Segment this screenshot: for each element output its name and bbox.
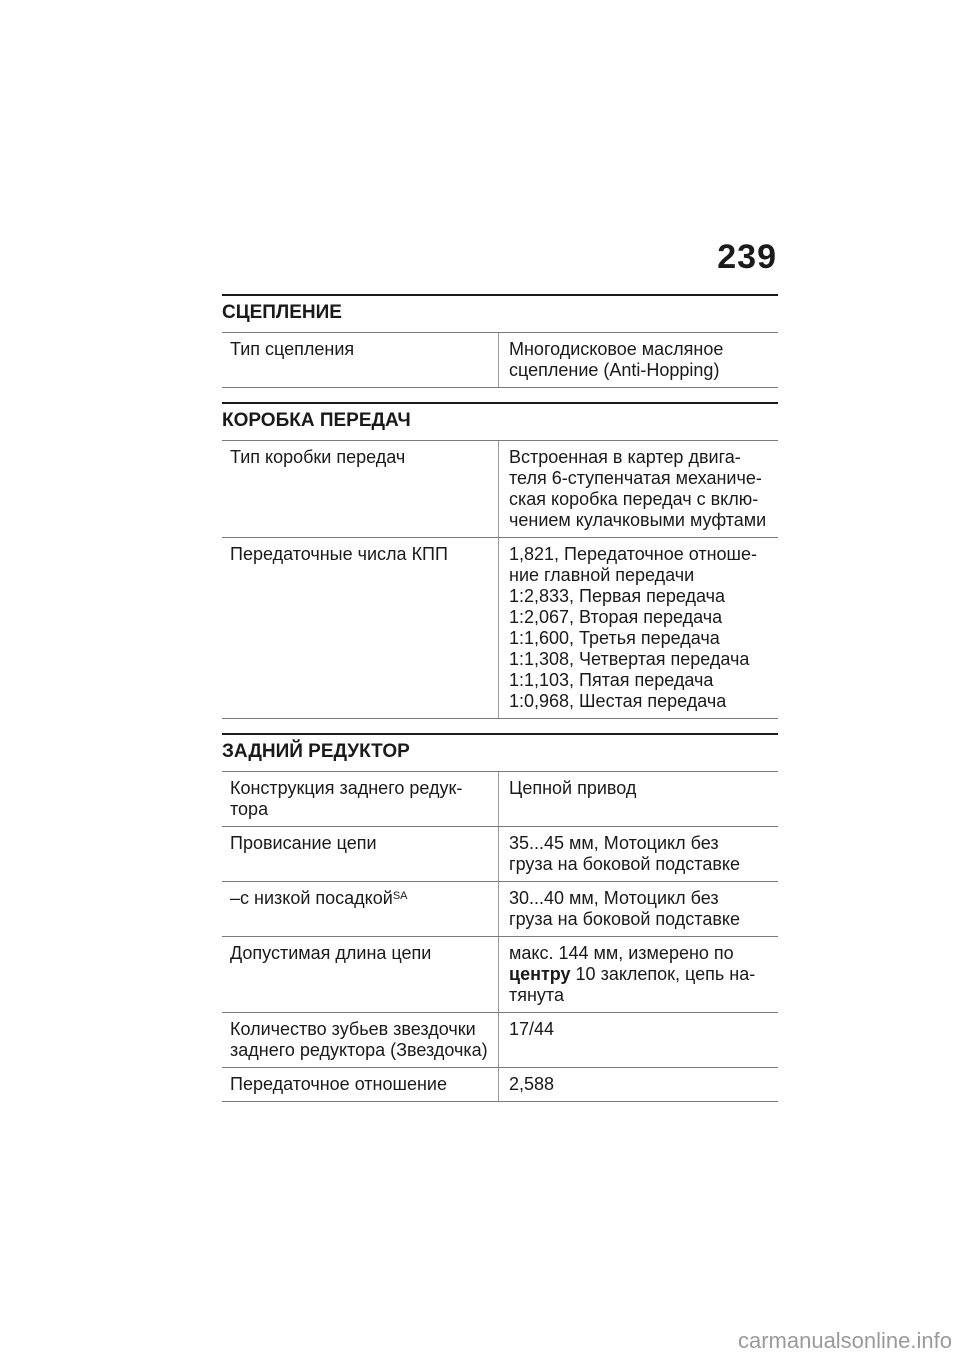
- row-value: [498, 538, 778, 718]
- label-line: Провисание цепи: [230, 833, 377, 853]
- value-text: 10 заклепок, цепь на-: [570, 964, 756, 984]
- row-value: [498, 772, 778, 826]
- value-line: ние главной передачи: [509, 565, 695, 585]
- table-clutch: [222, 332, 778, 388]
- section-title-clutch: СЦЕПЛЕНИЕ: [222, 294, 778, 332]
- table-row: [222, 1012, 778, 1067]
- section-rear-drive: [222, 733, 778, 1102]
- row-label: [222, 827, 498, 881]
- label-line: Конструкция заднего редук-: [230, 778, 463, 798]
- option-superscript: SA: [392, 890, 408, 902]
- table-row: [222, 332, 778, 388]
- row-value: [498, 937, 778, 1012]
- value-line: 1:1,103, Пятая передача: [509, 670, 714, 690]
- table-rear-drive: [222, 771, 778, 1102]
- table-row: [222, 936, 778, 1012]
- row-value: [498, 827, 778, 881]
- value-line: груза на боковой подставке: [509, 909, 740, 929]
- table-row: [222, 826, 778, 881]
- row-label: Передаточные числа КПП: [230, 544, 448, 564]
- value-line: 1:0,968, Шестая передача: [509, 691, 727, 711]
- value-line: чением кулачковыми муфтами: [509, 510, 767, 530]
- value-line: теля 6-ступенчатая механиче-: [509, 468, 762, 488]
- row-value: [498, 441, 778, 537]
- table-row: [222, 1067, 778, 1102]
- row-label: [222, 1068, 498, 1101]
- value-line: 1:2,067, Вторая передача: [509, 607, 723, 627]
- row-label: Тип коробки передач: [230, 447, 406, 467]
- value-line: макс. 144 мм, измерено по: [509, 943, 734, 963]
- label-line: Передаточное отношение: [230, 1074, 447, 1094]
- section-title-rear-drive: ЗАДНИЙ РЕДУКТОР: [222, 733, 778, 771]
- value-line: Многодисковое масляное: [509, 339, 724, 359]
- table-row: [222, 771, 778, 826]
- value-line: 35...45 мм, Мотоцикл без: [509, 833, 719, 853]
- section-gearbox: [222, 402, 778, 719]
- table-row: [222, 440, 778, 537]
- section-clutch: [222, 294, 778, 388]
- row-value: [498, 1068, 778, 1101]
- value-line: 1,821, Передаточное отноше-: [509, 544, 757, 564]
- table-gearbox: [222, 440, 778, 719]
- value-line: 1:1,308, Четвертая передача: [509, 649, 750, 669]
- value-line: ская коробка передач с вклю-: [509, 489, 759, 509]
- row-label: Тип сцепления: [230, 339, 355, 359]
- value-line: тянута: [509, 985, 564, 1005]
- value-line: 17/44: [509, 1019, 555, 1039]
- label-line: Количество зубьев звездочки: [230, 1019, 476, 1039]
- row-label: [222, 1013, 498, 1067]
- page-number: 239: [717, 238, 777, 276]
- row-label: [222, 882, 498, 936]
- value-line: груза на боковой подставке: [509, 854, 740, 874]
- value-bold: центру: [509, 964, 571, 984]
- label-line: заднего редуктора (Звездочка): [230, 1040, 488, 1060]
- watermark: carmanualsonline.info: [737, 1328, 952, 1353]
- row-value: [498, 1013, 778, 1067]
- section-title-gearbox: КОРОБКА ПЕРЕДАЧ: [222, 402, 778, 440]
- value-line: Цепной привод: [509, 778, 637, 798]
- value-line: [509, 964, 778, 985]
- label-line: Допустимая длина цепи: [230, 943, 432, 963]
- row-label: [222, 937, 498, 1012]
- value-line: Встроенная в картер двига-: [509, 447, 741, 467]
- row-label: [222, 772, 498, 826]
- value-line: 2,588: [509, 1074, 555, 1094]
- table-row: [222, 537, 778, 719]
- label-line: тора: [230, 799, 269, 819]
- value-line: сцепление (Anti-Hopping): [509, 360, 720, 380]
- value-line: 1:1,600, Третья передача: [509, 628, 720, 648]
- row-value: [498, 333, 778, 387]
- spec-content: [222, 294, 778, 1116]
- label-text: –с низкой посадкой: [230, 888, 393, 908]
- value-line: 30...40 мм, Мотоцикл без: [509, 888, 719, 908]
- table-row: [222, 881, 778, 936]
- value-line: 1:2,833, Первая передача: [509, 586, 726, 606]
- row-value: [498, 882, 778, 936]
